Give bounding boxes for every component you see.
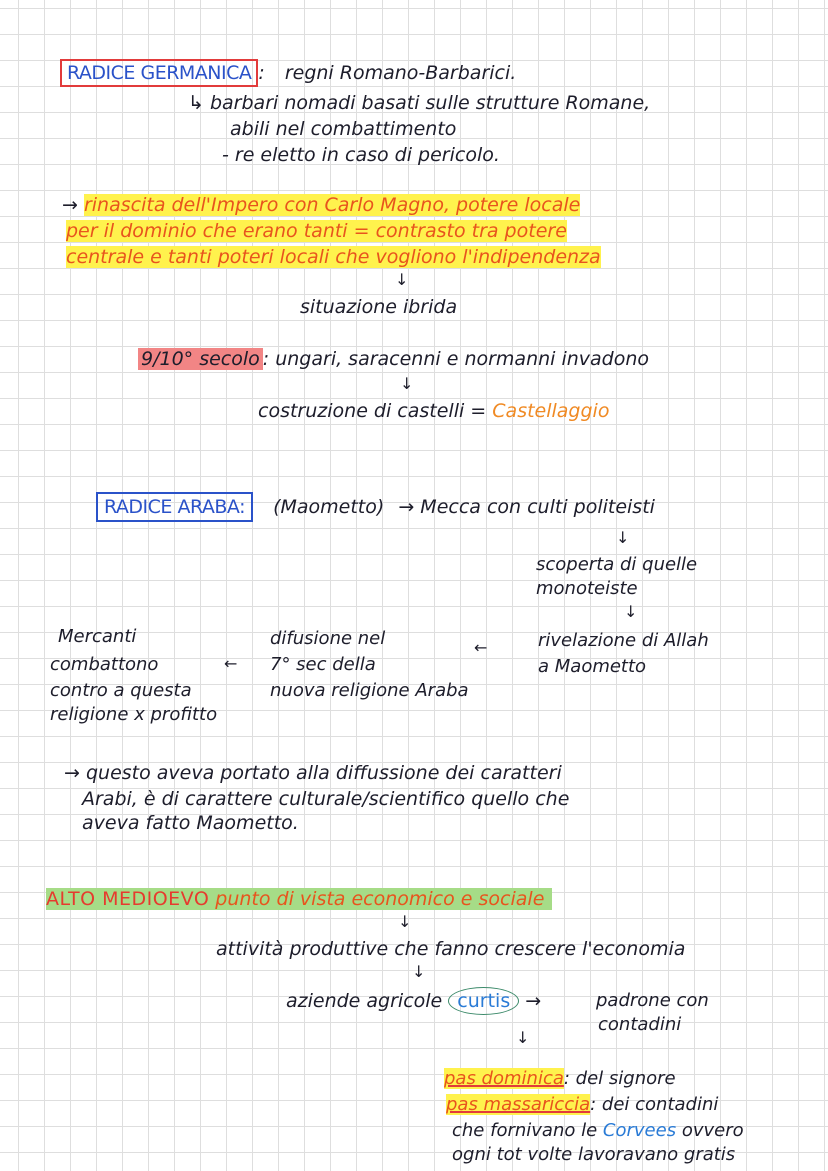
corvees-term: Corvees xyxy=(602,1120,677,1141)
century-label: 9/10° secolo xyxy=(138,348,263,370)
highlight-line-3 xyxy=(66,246,601,268)
germanica-barbari-line xyxy=(188,92,650,114)
rivelazione-line-2: a Maometto xyxy=(538,656,647,677)
conclusion-line-3: aveva fatto Maometto. xyxy=(82,812,299,834)
left-arrow-icon: ← xyxy=(474,638,488,657)
down-arrow-icon: ↓ xyxy=(395,270,409,289)
attivita-text: attività produttive che fanno crescere l'economia xyxy=(216,938,686,960)
highlight-line-1 xyxy=(62,194,580,216)
corvees-line-1: che fornivano le Corvees ovvero xyxy=(452,1120,744,1141)
pars-dominica-term: pas dominica xyxy=(444,1068,564,1089)
rinascita-text: rinascita dell'Impero con Carlo Magno, potere locale xyxy=(83,194,581,216)
right-arrow-icon: → xyxy=(525,990,542,1012)
down-arrow-icon: ↓ xyxy=(624,602,638,621)
araba-title-line xyxy=(96,496,655,518)
medioevo-title: ALTO MEDIOEVO xyxy=(46,888,215,910)
down-arrow-icon: ↓ xyxy=(398,912,412,931)
medioevo-title-line xyxy=(46,888,552,910)
rivelazione-line-1: rivelazione di Allah xyxy=(538,630,709,651)
germanica-regni: regni Romano-Barbarici. xyxy=(284,62,517,84)
pars-massaricia-line: pas massariccia: dei contadini xyxy=(446,1094,719,1115)
right-arrow-icon: → xyxy=(62,194,78,216)
castellaggio-term: Castellaggio xyxy=(492,400,610,422)
corvees-line-2: ogni tot volte lavoravano gratis xyxy=(452,1144,736,1165)
diffusione-line-1: difusione nel xyxy=(270,628,386,649)
down-arrow-icon: ↓ xyxy=(400,374,414,393)
down-arrow-icon: ↓ xyxy=(516,1028,530,1047)
aziende-line xyxy=(286,990,541,1012)
castelli-line xyxy=(258,400,609,422)
medioevo-subtitle: punto di vista economico e sociale xyxy=(215,888,552,910)
highlight-line-2 xyxy=(66,220,567,242)
conclusion-line-2: Arabi, è di carattere culturale/scientifico quello che xyxy=(82,788,570,810)
padrone-line-2: contadini xyxy=(598,1014,682,1035)
mercanti-line-3: contro a questa xyxy=(50,680,192,701)
germanica-re-eletto: - re eletto in caso di pericolo. xyxy=(222,144,500,166)
down-arrow-icon: ↓ xyxy=(412,962,426,981)
dominio-text: per il dominio che erano tanti = contrasto tra potere xyxy=(66,220,567,242)
diffusione-line-2: 7° sec della xyxy=(270,654,376,675)
situazione-ibrida: situazione ibrida xyxy=(300,296,458,318)
germanica-abili: abili nel combattimento xyxy=(230,118,457,140)
mercanti-line-4: religione x profitto xyxy=(50,704,218,725)
centrale-text: centrale e tanti poteri locali che vogliono l'indipendenza xyxy=(66,246,601,268)
mercanti-line-2: combattono xyxy=(50,654,159,675)
hook-arrow-icon: ↳ xyxy=(188,92,204,114)
diffusione-line-3: nuova religione Araba xyxy=(270,680,469,701)
curtis-term: curtis xyxy=(448,987,519,1015)
century-line xyxy=(138,348,649,370)
scoperta-line-1: scoperta di quelle xyxy=(536,554,698,575)
left-arrow-icon: ← xyxy=(224,654,238,673)
aziende-text: aziende agricole xyxy=(286,990,443,1012)
conclusion-line-1: → questo aveva portato alla diffussione dei caratteri xyxy=(64,762,562,784)
mercanti-line-1: Mercanti xyxy=(58,626,137,647)
pars-massaricia-term: pas massariccia xyxy=(446,1094,591,1115)
mecca-text: Mecca con culti politeisti xyxy=(420,496,655,518)
araba-title: RADICE ARABA: xyxy=(96,492,253,522)
pars-dominica-line: pas dominica: del signore xyxy=(444,1068,676,1089)
scoperta-line-2: monoteiste xyxy=(536,578,638,599)
castelli-text: costruzione di castelli = xyxy=(258,400,487,422)
germanica-title-line: RADICE GERMANICA : regni Romano-Barbarici. xyxy=(60,62,516,84)
germanica-title: RADICE GERMANICA xyxy=(60,59,258,87)
invasions-text: : ungari, saracenni e normanni invadono xyxy=(262,348,650,370)
down-arrow-icon: ↓ xyxy=(616,528,630,547)
maometto-label: (Maometto) xyxy=(273,496,385,518)
right-arrow-icon: → xyxy=(398,496,415,518)
germanica-barbari: barbari nomadi basati sulle strutture Romane, xyxy=(209,92,651,114)
right-arrow-icon: → xyxy=(64,762,80,784)
padrone-line-1: padrone con xyxy=(596,990,709,1011)
